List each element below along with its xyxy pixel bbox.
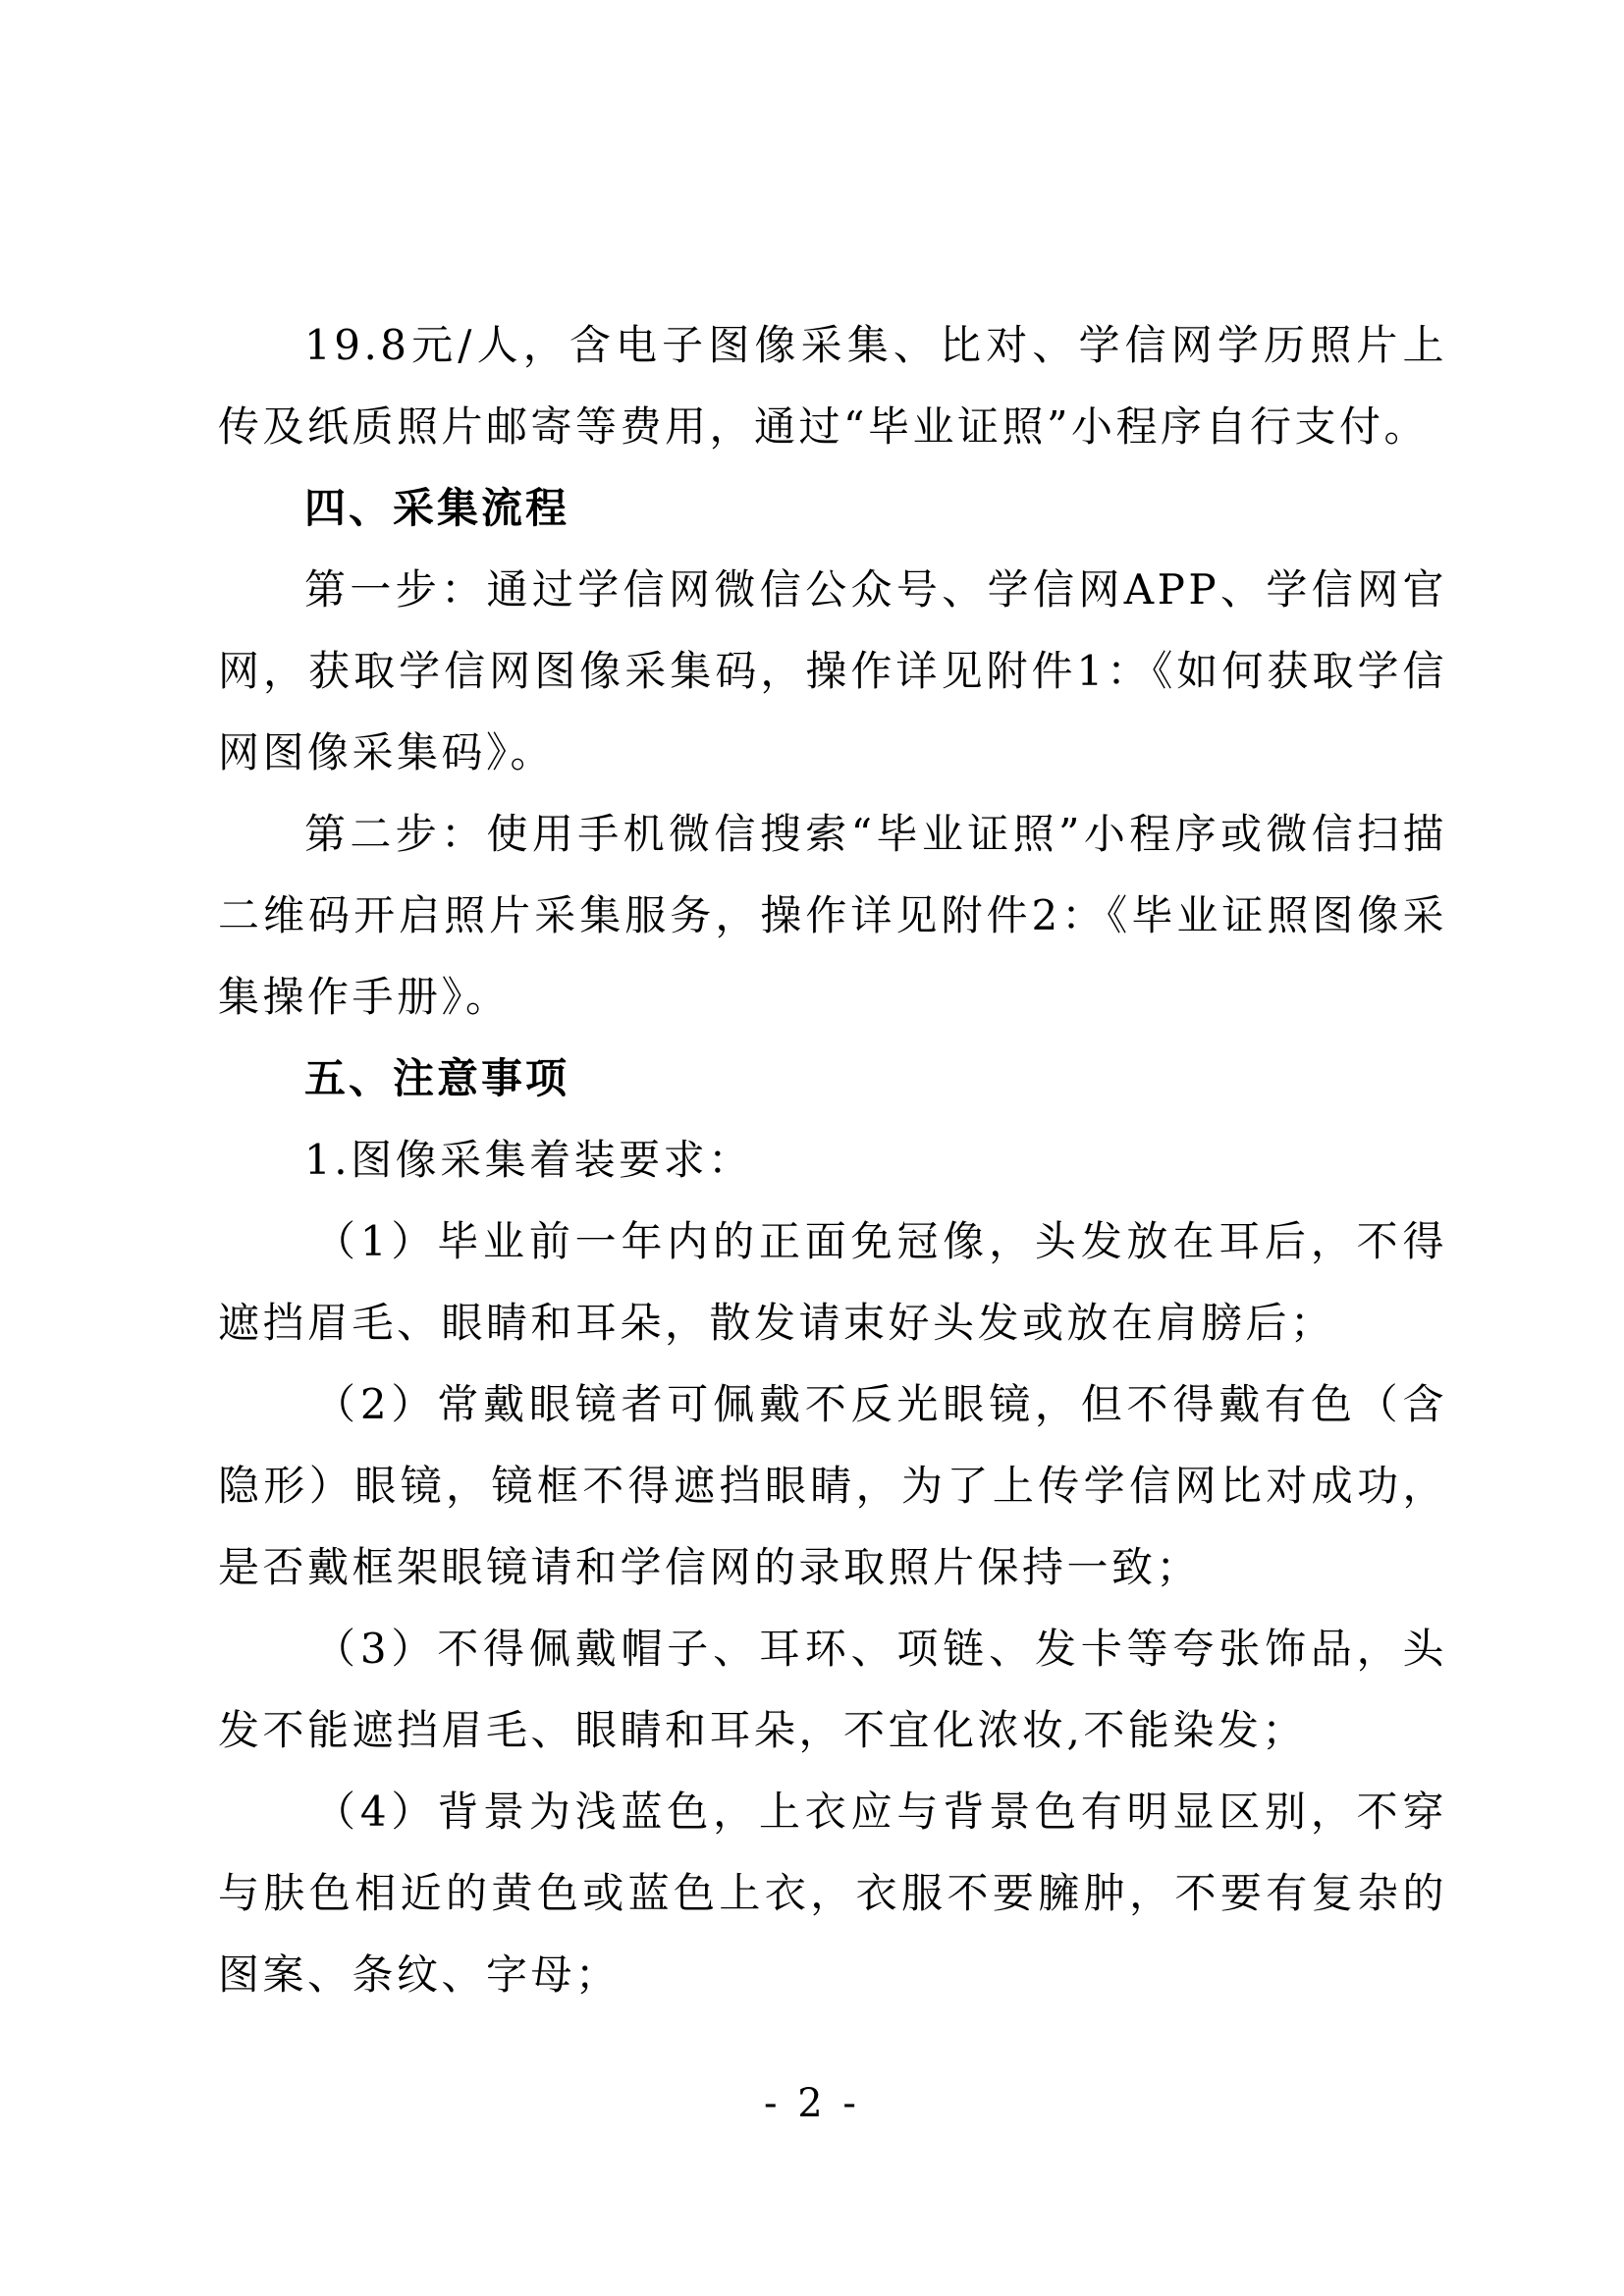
dress-requirements-title: 1.图像采集着装要求： xyxy=(304,1136,753,1184)
section-heading-notes: 五、注意事项 xyxy=(304,1054,570,1102)
requirement-item-2: （2）常戴眼镜者可佩戴不反光眼镜，但不得戴有色（含隐形）眼镜，镜框不得遮挡眼睛，为了上传学信网比对成功，是否戴框架眼镜请和学信网的录取照片保持一致； xyxy=(218,1380,1447,1591)
page-number: - 2 - xyxy=(764,2081,860,2126)
document-body xyxy=(218,304,1447,2015)
fee-paragraph: 19.8元/人，含电子图像采集、比对、学信网学历照片上传及纸质照片邮寄等费用，通过“毕业证照”小程序自行支付。 xyxy=(218,321,1447,451)
requirement-item-4: （4）背景为浅蓝色，上衣应与背景色有明显区别，不穿与肤色相近的黄色或蓝色上衣，衣服不要臃肿，不要有复杂的图案、条纹、字母； xyxy=(218,1788,1447,1999)
requirement-item-1: （1）毕业前一年内的正面免冠像，头发放在耳后，不得遮挡眉毛、眼睛和耳朵，散发请束好头发或放在肩膀后； xyxy=(218,1217,1447,1347)
step-two-paragraph: 第二步：使用手机微信搜索“毕业证照”小程序或微信扫描二维码开启照片采集服务，操作详见附件2：《毕业证照图像采集操作手册》。 xyxy=(218,810,1447,1021)
step-one-paragraph: 第一步：通过学信网微信公众号、学信网APP、学信网官网，获取学信网图像采集码，操作详见附件1：《如何获取学信网图像采集码》。 xyxy=(218,565,1447,776)
requirement-item-3: （3）不得佩戴帽子、耳环、项链、发卡等夸张饰品，头发不能遮挡眉毛、眼睛和耳朵，不宜化浓妆,不能染发； xyxy=(218,1625,1447,1754)
section-heading-collection-process: 四、采集流程 xyxy=(304,484,570,532)
